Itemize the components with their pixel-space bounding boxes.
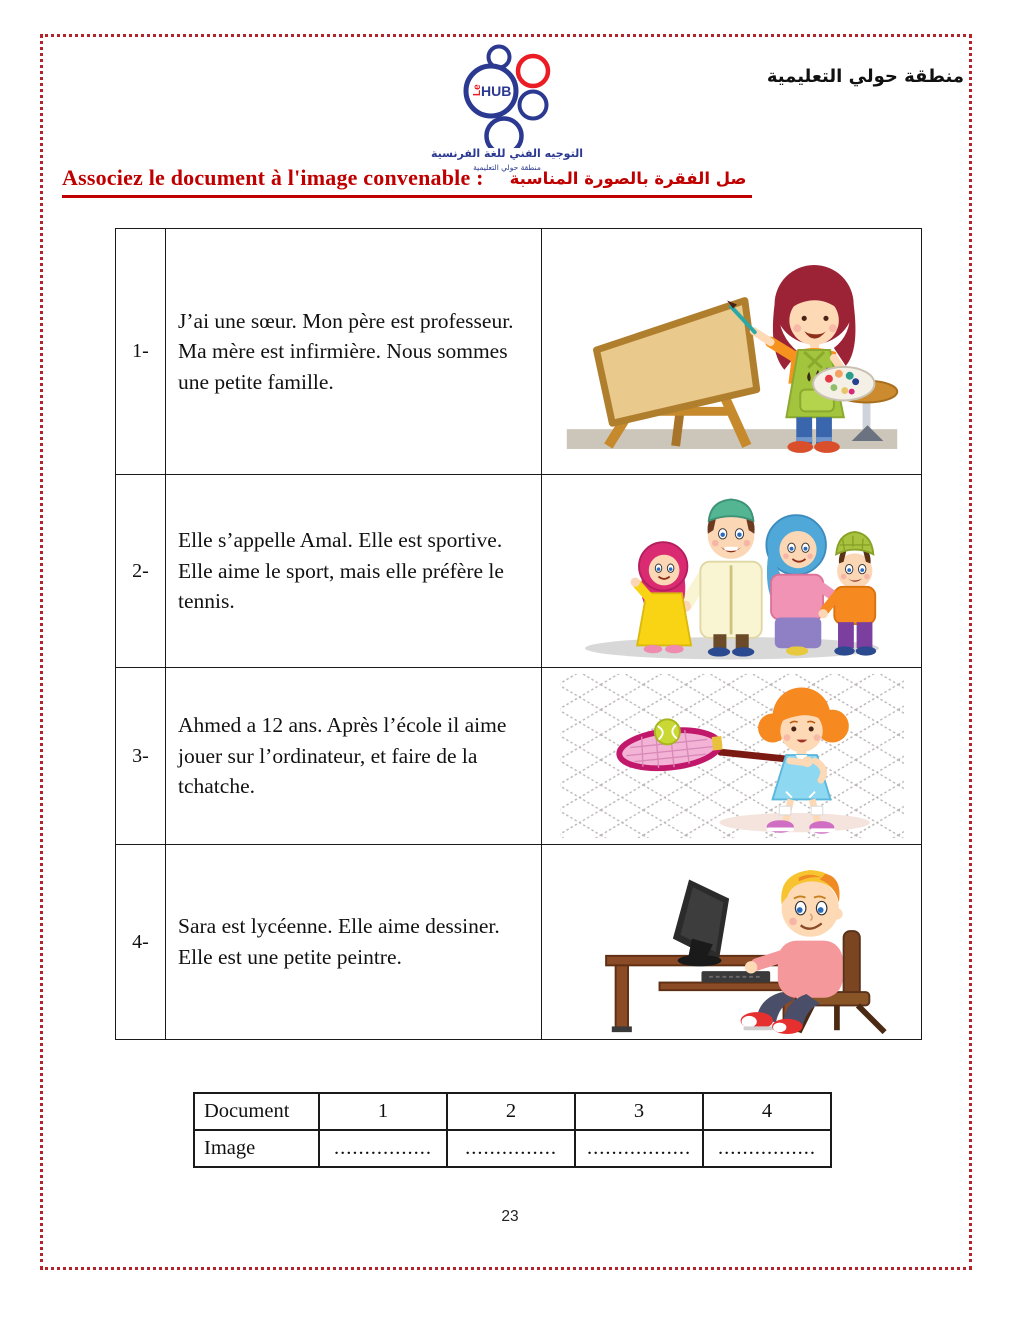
answer-header-row <box>194 1093 831 1130</box>
document-2-image <box>542 475 922 668</box>
table-row-document-1 <box>116 229 922 475</box>
document-3-number: 3- <box>116 668 166 845</box>
document-1-image <box>542 229 922 475</box>
answer-header-document: Document <box>194 1093 319 1130</box>
family-illustration <box>554 478 910 664</box>
table-row-document-2 <box>116 475 922 668</box>
school-area-name: منطقة حولي التعليمية <box>766 66 964 87</box>
le-hub-logo-icon <box>437 44 577 148</box>
answer-blank-2[interactable]: ............... <box>447 1130 575 1167</box>
document-3-image <box>542 668 922 845</box>
table-row-document-3 <box>116 668 922 845</box>
document-4-number: 4- <box>116 845 166 1040</box>
answer-blank-4[interactable]: ................ <box>703 1130 831 1167</box>
document-1-text: J’ai une sœur. Mon père est professeur. Ma mère est infirmière. Nous sommes une petite famille. <box>166 229 542 475</box>
document-4-text: Sara est lycéenne. Elle aime dessiner. Elle est une petite peintre. <box>166 845 542 1040</box>
document-4-image <box>542 845 922 1040</box>
document-2-number: 2- <box>116 475 166 668</box>
document-3-text: Ahmed a 12 ans. Après l’école il aime jouer sur l’ordinateur, et faire de la tchatche. <box>166 668 542 845</box>
svg-text:Le: Le <box>472 84 483 96</box>
exercise-title-arabic: صل الفقرة بالصورة المناسبة <box>509 168 747 188</box>
answer-table <box>193 1092 832 1168</box>
table-row-document-4 <box>116 845 922 1040</box>
document-1-number: 1- <box>116 229 166 475</box>
answer-header-2: 2 <box>447 1093 575 1130</box>
document-2-text: Elle s’appelle Amal. Elle est sportive. Elle aime le sport, mais elle préfère le tennis. <box>166 475 542 668</box>
exercise-title-french: Associez le document à l'image convenable : <box>62 165 484 190</box>
answer-blank-3[interactable]: ................. <box>575 1130 703 1167</box>
answer-header-1: 1 <box>319 1093 447 1130</box>
girl-painting-illustration <box>549 233 915 471</box>
exercise-title <box>62 165 752 198</box>
boy-computer-illustration <box>556 849 908 1035</box>
answer-header-3: 3 <box>575 1093 703 1130</box>
answer-header-4: 4 <box>703 1093 831 1130</box>
page-number: 23 <box>501 1208 519 1225</box>
answer-blank-1[interactable]: ................ <box>319 1130 447 1167</box>
answer-row-label: Image <box>194 1130 319 1167</box>
answer-fill-row <box>194 1130 831 1167</box>
tennis-girl-illustration <box>558 672 906 840</box>
svg-text:HUB: HUB <box>481 83 512 99</box>
logo-subtitle-arabic: التوجيه الفني للغة الفرنسية <box>431 147 583 160</box>
le-hub-logo <box>437 44 577 148</box>
matching-table <box>115 228 922 1040</box>
logo-subtitle2-arabic: منطقة حولي التعليمية <box>473 163 541 172</box>
